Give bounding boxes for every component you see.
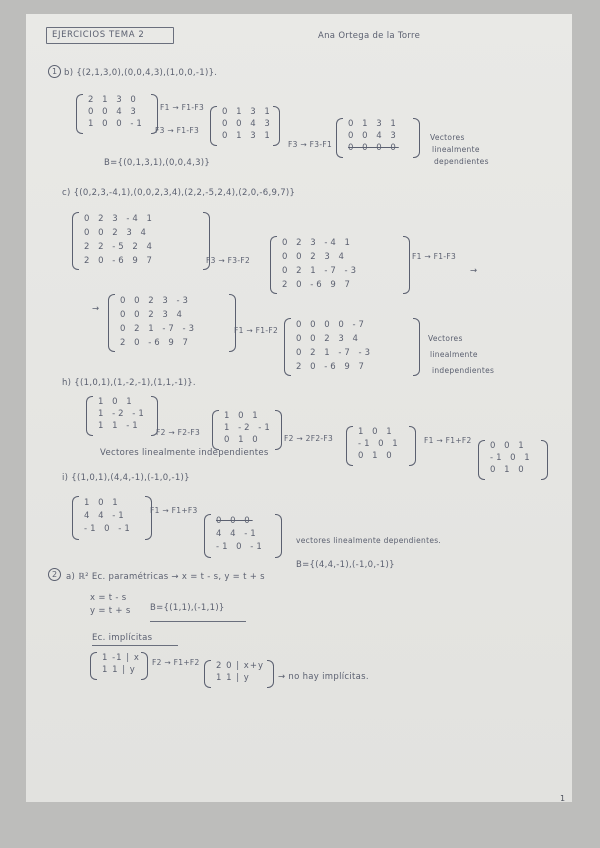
ex1i-set: i) {(1,0,1),(4,4,-1),(-1,0,-1)} [62,473,190,483]
ex1h-matrix-1: 1 0 1 1 -2 -1 1 1 -1 [86,396,158,436]
ex2-op: F2 → F1+F2 [152,658,200,667]
ex1b-set: b) {(2,1,3,0),(0,0,4,3),(1,0,0,-1)}. [64,68,218,78]
ex1b-note-3: dependientes [434,157,489,166]
ex1c-op-2: F1 → F1-F3 [412,252,457,261]
ex1c-op-1: F3 → F3-F2 [206,256,251,265]
ex1i-basis: B={(4,4,-1),(-1,0,-1)} [296,560,395,570]
ex1c-matrix-3: 0 0 2 3 -3 0 0 2 3 4 0 2 1 -7 -3 2 0 -6 9 7 [108,294,236,352]
ex2-a-line: a) ℝ² Ec. paramétricas → x = t - s, y = t + s [66,572,265,582]
ex1h-set: h) {(1,0,1),(1,-2,-1),(1,1,-1)}. [62,378,196,388]
ex2-sys-2: y = t + s [90,606,131,616]
ex2-sys-1: x = t - s [90,593,127,603]
ex1h-note: Vectores linealmente independientes [100,448,269,458]
page-number: 1 [560,794,566,803]
ex1b-matrix-2: 0 1 3 1 0 0 4 3 0 1 3 1 [210,106,280,146]
ex1h-op-2: F2 → 2F2-F3 [284,434,334,443]
ex1i-matrix-1: 1 0 1 4 4 -1 -1 0 -1 [72,496,152,540]
ex1b-matrix-3: 0 1 3 1 0 0 4 3 0 0 0 0 [336,118,420,158]
ex1c-note-3: independientes [432,366,495,375]
ex2-result: → no hay implícitas. [278,672,369,682]
page-title: EJERCICIOS TEMA 2 [52,30,145,40]
ex2-implicit-label: Ec. implícitas [92,633,153,643]
title-box [46,27,174,44]
ex1c-note-1: Vectores [428,334,463,343]
ex1h-op-3: F1 → F1+F2 [424,436,472,445]
ex1i-matrix-2: 0 0 0 4 4 -1 -1 0 -1 [204,514,282,558]
ex1h-matrix-4: 0 0 1 -1 0 1 0 1 0 [478,440,548,480]
ex1c-arrow-1: → [470,266,478,276]
ex2-basis: B={(1,1),(-1,1)} [150,603,225,613]
ex1h-op-1: F2 → F2-F3 [156,428,201,437]
ex1b-matrix-1: 2 1 3 0 0 0 4 3 1 0 0 -1 [76,94,158,134]
ex1b-op-3: F3 → F3-F1 [288,140,333,149]
ex1b-note-2: linealmente [432,145,480,154]
author-name: Ana Ortega de la Torre [318,31,421,41]
ex1b-basis: B={(0,1,3,1),(0,0,4,3)} [104,158,211,168]
ex2-matrix-1: 1 -1 | x 1 1 | y [90,652,148,680]
exercise-number-1: 1 [48,65,61,78]
ex1h-matrix-2: 1 0 1 1 -2 -1 0 1 0 [212,410,282,450]
ex1c-op-3: F1 → F1-F2 [234,326,279,335]
ex1i-note: vectores linealmente dependientes. [296,536,442,545]
ex2-basis-underline [150,621,246,622]
ex1i-op-1: F1 → F1+F3 [150,506,198,515]
ex2-implicit-underline [92,645,178,646]
ex1c-matrix-1: 0 2 3 -4 1 0 0 2 3 4 2 2 -5 2 4 2 0 -6 9 7 [72,212,210,270]
ex1h-matrix-3: 1 0 1 -1 0 1 0 1 0 [346,426,416,466]
ex1c-arrow-2: → [92,304,100,314]
ex1c-matrix-4: 0 0 0 0 -7 0 0 2 3 4 0 2 1 -7 -3 2 0 -6 9 7 [284,318,420,376]
ex1b-op-2: F3 → F1-F3 [155,126,200,135]
ex1c-note-2: linealmente [430,350,478,359]
ex2-matrix-2: 2 0 | x+y 1 1 | y [204,660,274,688]
ex1b-note-1: Vectores [430,133,465,142]
exercise-number-2: 2 [48,568,61,581]
ex1c-set: c) {(0,2,3,-4,1),(0,0,2,3,4),(2,2,-5,2,4),(2,0,-6,9,7)} [62,188,296,198]
ex1b-op-1: F1 → F1-F3 [160,103,205,112]
ex1c-matrix-2: 0 2 3 -4 1 0 0 2 3 4 0 2 1 -7 -3 2 0 -6 9 7 [270,236,410,294]
